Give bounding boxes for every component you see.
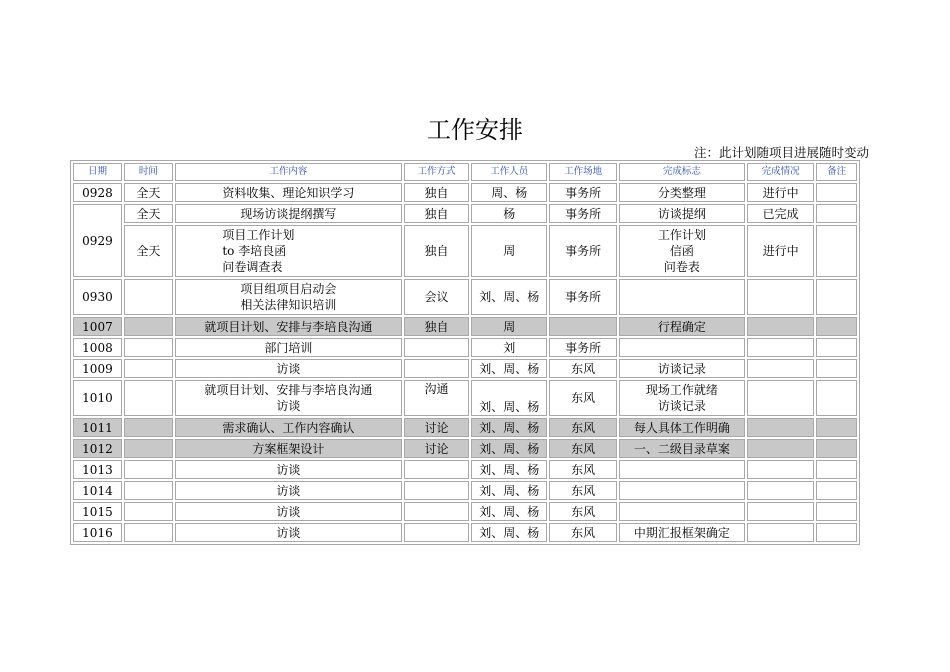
content-line: to 李培良函: [222, 244, 287, 258]
cell-method: 独自: [404, 204, 469, 223]
cell-remark: [816, 523, 857, 542]
cell-method: 讨论: [404, 418, 469, 437]
cell-mark: 中期汇报框架确定: [619, 523, 745, 542]
cell-mark: 每人具体工作明确: [619, 418, 745, 437]
cell-place: 事务所: [549, 338, 616, 357]
cell-remark: [816, 338, 857, 357]
header-row: [73, 163, 857, 181]
cell-staff: 刘、周、杨: [471, 439, 547, 458]
cell-remark: [816, 204, 857, 223]
table-row: [73, 317, 857, 336]
mark-line: 现场工作就绪: [645, 383, 718, 397]
cell-place: 事务所: [549, 279, 616, 315]
cell-remark: [816, 317, 857, 336]
table-row: [73, 439, 857, 458]
cell-status: [747, 359, 814, 378]
header-staff: 工作人员: [471, 163, 547, 181]
content-line: 问卷调查表: [222, 260, 283, 274]
table-row: [73, 460, 857, 479]
cell-status: [747, 439, 814, 458]
cell-content: 访谈: [175, 359, 402, 378]
header-remark: 备注: [816, 163, 857, 181]
cell-status: [747, 502, 814, 521]
cell-place: 东风: [549, 418, 616, 437]
cell-place: 东风: [549, 359, 616, 378]
header-status: 完成情况: [747, 163, 814, 181]
cell-mark: [619, 279, 745, 315]
cell-time: [124, 418, 173, 437]
mark-line: 访谈记录: [657, 399, 706, 413]
table-row: [73, 279, 857, 315]
cell-staff: 刘、周、杨: [471, 481, 547, 500]
cell-staff: 刘、周、杨: [471, 460, 547, 479]
cell-staff: 刘、周、杨: [471, 279, 547, 315]
cell-staff: 周: [471, 225, 547, 277]
cell-place: 东风: [549, 460, 616, 479]
cell-staff: 刘、周、杨: [471, 380, 547, 416]
cell-mark: [619, 481, 745, 500]
schedule-table: [70, 160, 860, 545]
cell-time: 全天: [124, 225, 173, 277]
cell-status: 进行中: [747, 225, 814, 277]
mark-line: 问卷表: [663, 260, 700, 274]
cell-method: [404, 338, 469, 357]
header-mark: 完成标志: [619, 163, 745, 181]
cell-staff: 杨: [471, 204, 547, 223]
cell-mark: 行程确定: [619, 317, 745, 336]
cell-date: 1010: [73, 380, 122, 416]
cell-place: [549, 317, 616, 336]
cell-time: [124, 523, 173, 542]
content-line: 访谈: [276, 399, 301, 413]
cell-staff: 刘、周、杨: [471, 359, 547, 378]
cell-method: [404, 359, 469, 378]
table-row: [73, 481, 857, 500]
cell-time: 全天: [124, 183, 173, 202]
cell-method: [404, 460, 469, 479]
cell-method: 会议: [404, 279, 469, 315]
cell-status: 已完成: [747, 204, 814, 223]
cell-staff: 刘、周、杨: [471, 502, 547, 521]
table-row: [73, 225, 857, 277]
cell-method: [404, 481, 469, 500]
cell-remark: [816, 183, 857, 202]
cell-place: 事务所: [549, 183, 616, 202]
table-row: [73, 523, 857, 542]
cell-remark: [816, 502, 857, 521]
cell-mark: [619, 225, 745, 277]
cell-time: [124, 279, 173, 315]
cell-method: [404, 502, 469, 521]
cell-status: [747, 460, 814, 479]
cell-status: [747, 338, 814, 357]
cell-date: 0929: [73, 204, 122, 277]
cell-remark: [816, 439, 857, 458]
cell-date: 1009: [73, 359, 122, 378]
mark-line: 信函: [669, 244, 694, 258]
cell-place: 东风: [549, 439, 616, 458]
cell-method: 独自: [404, 183, 469, 202]
cell-staff: 周: [471, 317, 547, 336]
cell-place: 东风: [549, 502, 616, 521]
cell-time: [124, 338, 173, 357]
cell-content: [175, 279, 402, 315]
cell-content: 访谈: [175, 502, 402, 521]
cell-place: 东风: [549, 380, 616, 416]
header-time: 时间: [124, 163, 173, 181]
cell-staff: 刘、周、杨: [471, 523, 547, 542]
cell-content: 资料收集、理论知识学习: [175, 183, 402, 202]
cell-mark: 访谈提纲: [619, 204, 745, 223]
table-row: [73, 204, 857, 223]
cell-content: [175, 380, 402, 416]
cell-date: 1011: [73, 418, 122, 437]
cell-place: 事务所: [549, 204, 616, 223]
cell-date: 1016: [73, 523, 122, 542]
cell-date: 1008: [73, 338, 122, 357]
cell-time: [124, 380, 173, 416]
cell-method: [404, 523, 469, 542]
cell-remark: [816, 460, 857, 479]
cell-staff: 刘: [471, 338, 547, 357]
cell-method: 讨论: [404, 439, 469, 458]
cell-date: 0930: [73, 279, 122, 315]
cell-time: [124, 317, 173, 336]
cell-remark: [816, 380, 857, 416]
content-line: 就项目计划、安排与李培良沟通: [204, 383, 373, 397]
cell-mark: [619, 338, 745, 357]
cell-mark: [619, 460, 745, 479]
cell-content: 需求确认、工作内容确认: [175, 418, 402, 437]
cell-date: 1014: [73, 481, 122, 500]
cell-date: 0928: [73, 183, 122, 202]
page-title: 工作安排: [427, 116, 523, 144]
cell-remark: [816, 359, 857, 378]
cell-status: [747, 418, 814, 437]
cell-status: [747, 279, 814, 315]
cell-content: 方案框架设计: [175, 439, 402, 458]
cell-time: [124, 460, 173, 479]
content-line: 相关法律知识培训: [240, 298, 337, 312]
cell-place: 东风: [549, 481, 616, 500]
cell-remark: [816, 418, 857, 437]
cell-time: [124, 481, 173, 500]
cell-remark: [816, 225, 857, 277]
header-date: 日期: [73, 163, 122, 181]
cell-staff: 刘、周、杨: [471, 418, 547, 437]
cell-status: [747, 317, 814, 336]
cell-status: 进行中: [747, 183, 814, 202]
cell-remark: [816, 481, 857, 500]
cell-mark: [619, 502, 745, 521]
cell-status: [747, 481, 814, 500]
mark-line: 工作计划: [657, 228, 706, 242]
table-row: [73, 338, 857, 357]
cell-date: 1012: [73, 439, 122, 458]
header-content: 工作内容: [175, 163, 402, 181]
cell-time: 全天: [124, 204, 173, 223]
table-row: [73, 380, 857, 416]
content-line: 项目工作计划: [222, 228, 295, 242]
cell-content: 部门培训: [175, 338, 402, 357]
cell-content: 访谈: [175, 481, 402, 500]
cell-time: [124, 359, 173, 378]
cell-status: [747, 523, 814, 542]
table-row: [73, 502, 857, 521]
cell-date: 1015: [73, 502, 122, 521]
cell-mark: 一、二级目录草案: [619, 439, 745, 458]
cell-content: 访谈: [175, 460, 402, 479]
cell-place: 东风: [549, 523, 616, 542]
cell-time: [124, 502, 173, 521]
cell-content: 访谈: [175, 523, 402, 542]
cell-mark: 分类整理: [619, 183, 745, 202]
cell-method: 沟通: [404, 380, 469, 416]
cell-time: [124, 439, 173, 458]
table-row: [73, 183, 857, 202]
schedule-note: 注：此计划随项目进展随时变动: [693, 145, 869, 160]
cell-status: [747, 380, 814, 416]
header-method: 工作方式: [404, 163, 469, 181]
table-row: [73, 418, 857, 437]
cell-content: 现场访谈提纲撰写: [175, 204, 402, 223]
cell-remark: [816, 279, 857, 315]
header-place: 工作场地: [549, 163, 616, 181]
content-line: 项目组项目启动会: [240, 282, 337, 296]
cell-content: [175, 225, 402, 277]
cell-method: 独自: [404, 225, 469, 277]
cell-content: 就项目计划、安排与李培良沟通: [175, 317, 402, 336]
cell-method: 独自: [404, 317, 469, 336]
cell-place: 事务所: [549, 225, 616, 277]
cell-staff: 周、杨: [471, 183, 547, 202]
cell-mark: 访谈记录: [619, 359, 745, 378]
cell-date: 1007: [73, 317, 122, 336]
cell-mark: [619, 380, 745, 416]
cell-date: 1013: [73, 460, 122, 479]
table-row: [73, 359, 857, 378]
